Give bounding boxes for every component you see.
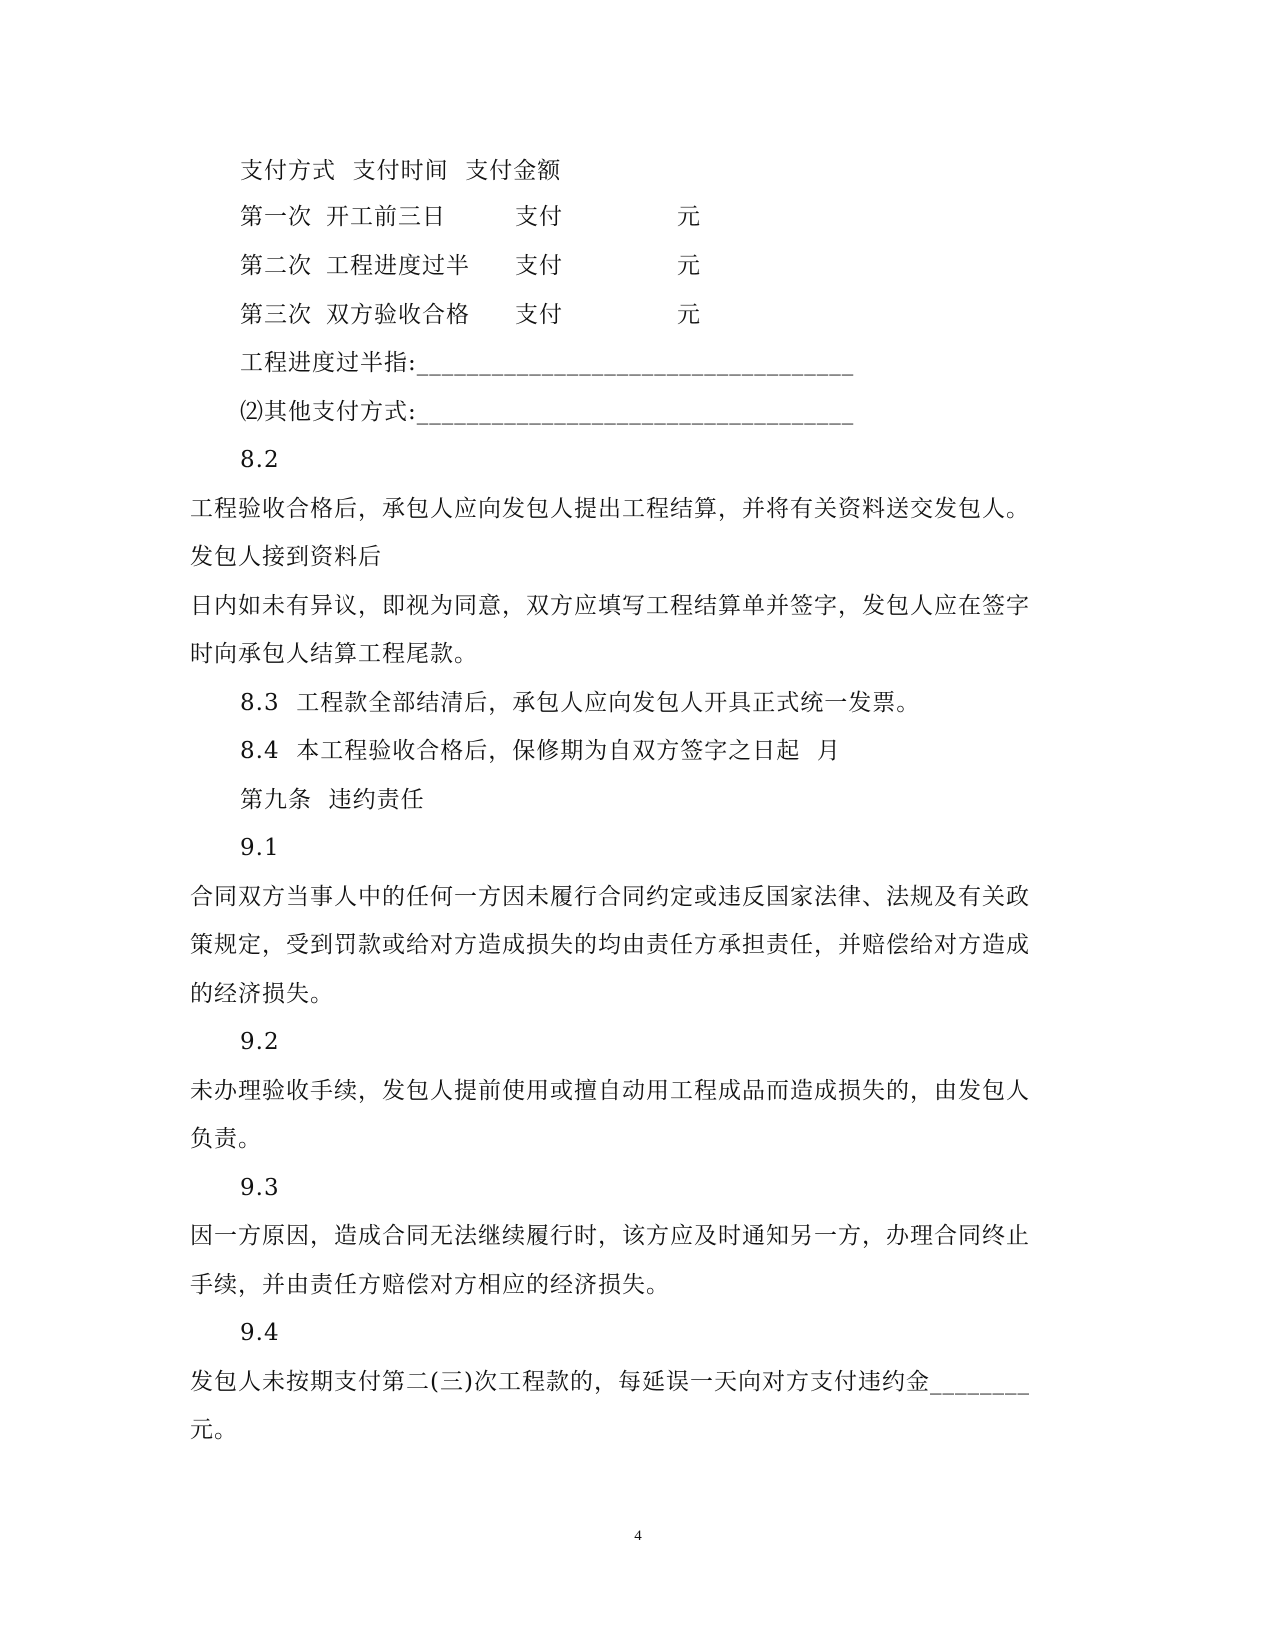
section-9-4-text: 发包人未按期支付第二(三)次工程款的，每延误一天向对方支付违约金________ <box>190 1369 1030 1395</box>
section-9-1-text: 的经济损失。 <box>190 981 334 1007</box>
payment-row-action: 支付 <box>515 302 563 328</box>
section-8-3: 8.3 工程款全部结清后，承包人应向发包人开具正式统一发票。 <box>240 690 921 716</box>
section-8-4: 8.4 本工程验收合格后，保修期为自双方签字之日起 月 <box>240 738 841 764</box>
progress-half-line: 工程进度过半指:___________________________________ <box>240 350 855 376</box>
article-9-heading: 第九条 违约责任 <box>240 787 425 813</box>
section-9-3-number: 9.3 <box>240 1175 280 1201</box>
section-8-2-text: 工程验收合格后，承包人应向发包人提出工程结算，并将有关资料送交发包人。 <box>190 496 1030 522</box>
other-payment-line: ⑵其他支付方式:___________________________________ <box>240 399 855 425</box>
payment-row-action: 支付 <box>515 204 563 230</box>
section-9-3-text: 手续，并由责任方赔偿对方相应的经济损失。 <box>190 1272 670 1298</box>
page-number: 4 <box>634 1528 642 1544</box>
payment-row-unit: 元 <box>677 204 701 230</box>
section-8-2-text: 日内如未有异议，即视为同意，双方应填写工程结算单并签字，发包人应在签字 <box>190 593 1030 619</box>
payment-row-action: 支付 <box>515 253 563 279</box>
payment-row-condition: 双方验收合格 <box>326 302 470 328</box>
section-8-2-number: 8.2 <box>240 447 280 473</box>
payment-row-condition: 工程进度过半 <box>326 253 470 279</box>
payment-row-label: 第一次 <box>240 204 312 230</box>
payment-row-condition: 开工前三日 <box>326 204 446 230</box>
payment-table-header: 支付方式 支付时间 支付金额 <box>240 158 562 184</box>
payment-row-unit: 元 <box>677 302 701 328</box>
section-9-2-text: 未办理验收手续，发包人提前使用或擅自动用工程成品而造成损失的，由发包人 <box>190 1078 1030 1104</box>
section-8-2-text: 发包人接到资料后 <box>190 544 382 570</box>
section-9-1-text: 合同双方当事人中的任何一方因未履行合同约定或违反国家法律、法规及有关政 <box>190 884 1030 910</box>
payment-row-label: 第三次 <box>240 302 312 328</box>
payment-row-unit: 元 <box>677 253 701 279</box>
section-9-2-number: 9.2 <box>240 1029 280 1055</box>
section-9-1-number: 9.1 <box>240 835 280 861</box>
section-9-4-text: 元。 <box>190 1417 238 1443</box>
section-9-2-text: 负责。 <box>190 1126 262 1152</box>
section-9-1-text: 策规定，受到罚款或给对方造成损失的均由责任方承担责任，并赔偿给对方造成 <box>190 932 1030 958</box>
section-8-2-text: 时向承包人结算工程尾款。 <box>190 641 478 667</box>
payment-row-label: 第二次 <box>240 253 312 279</box>
section-9-3-text: 因一方原因，造成合同无法继续履行时，该方应及时通知另一方，办理合同终止 <box>190 1223 1030 1249</box>
section-9-4-number: 9.4 <box>240 1320 280 1346</box>
